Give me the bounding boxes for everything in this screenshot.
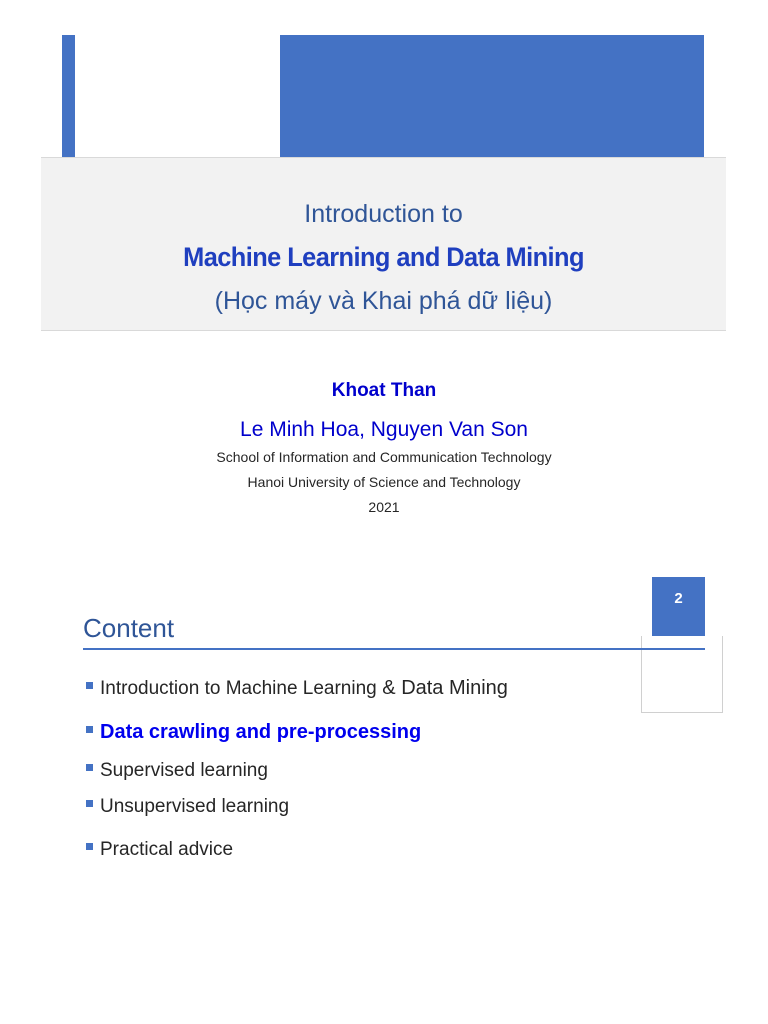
list-item [86,839,233,861]
list-item-text: Data crawling and pre-processing [100,721,422,743]
content-heading: Content [83,613,175,643]
list-item [86,760,268,782]
university-name: Hanoi University of Science and Technology [247,474,521,490]
list-item-text: Supervised learning [100,760,268,781]
title-intro: Introduction to [304,200,463,228]
square-bullet-icon [86,764,93,771]
title-band [41,157,726,331]
list-item [86,796,289,818]
title-slide-accent-bar [62,35,75,157]
list-item [86,677,508,700]
list-item-highlighted [86,721,421,744]
course-title-vietnamese: (Học máy và Khai phá dữ liệu) [214,287,553,315]
course-title: Machine Learning and Data Mining [183,242,584,272]
list-item-text: Introduction to Machine Learning [100,678,377,699]
slide-number: 2 [652,577,705,636]
square-bullet-icon [86,800,93,807]
year: 2021 [368,499,400,515]
lead-author: Khoat Than [331,380,437,401]
square-bullet-icon [86,682,93,689]
square-bullet-icon [86,843,93,850]
list-item-text: Unsupervised learning [100,796,290,817]
list-item-text: Practical advice [100,839,234,860]
square-bullet-icon [86,726,93,733]
heading-divider [83,648,705,650]
school-name: School of Information and Communication Technology [216,449,552,465]
title-slide-accent-block [280,35,704,157]
list-item-text-suffix: & Data Mining [376,677,508,699]
co-authors: Le Minh Hoa, Nguyen Van Son [240,418,528,441]
